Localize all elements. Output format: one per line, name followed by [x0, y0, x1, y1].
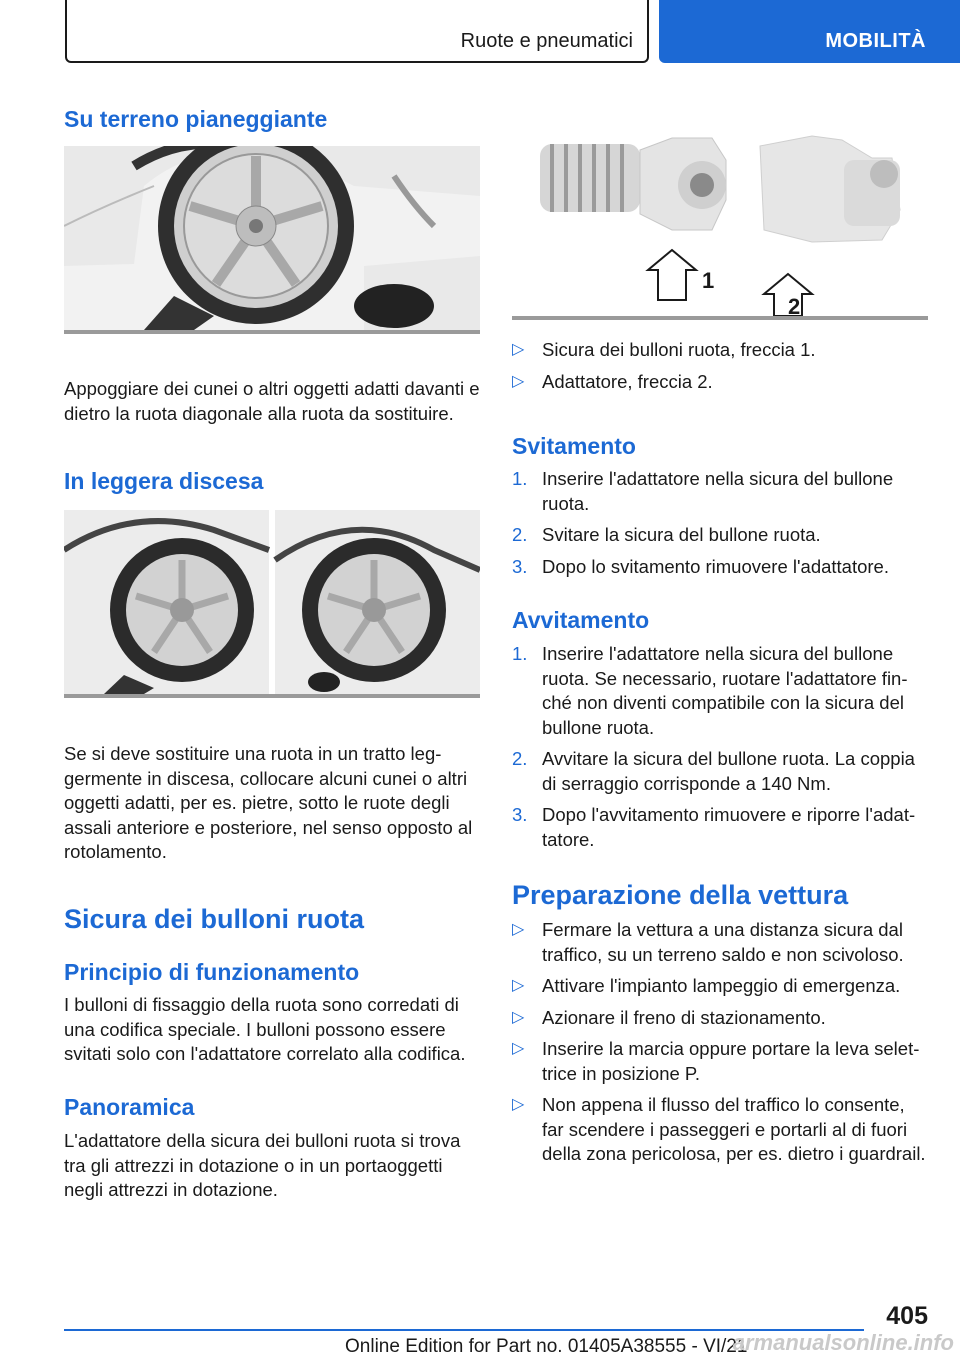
step-item: 2. Avvitare la sicura del bullone ruota. La coppia di serraggio corrisponde a 140 Nm.	[512, 748, 915, 794]
legend-item: ▷ Adattatore, freccia 2.	[512, 370, 928, 395]
step-item: 1. Inserire l'adattatore nella sicura del bullone ruota.	[512, 468, 894, 514]
triangle-bullet-icon: ▷	[512, 977, 525, 994]
header-section-tab	[659, 0, 960, 63]
screw-steps	[512, 642, 928, 852]
adapter	[760, 136, 900, 242]
legend-item: ▷ Sicura dei bulloni ruota, freccia 1.	[512, 338, 928, 363]
prep-item: ▷ Inserire la marcia oppure portare la leva selettrice in posizione P.	[512, 1038, 920, 1084]
prep-item: ▷ Fermare la vettura a una distanza sicura dal traffico, su un terreno saldo e non scivoloso.	[512, 919, 904, 965]
lock-bolt	[540, 138, 726, 230]
step-item: 3. Dopo l'avvitamento rimuovere e riporre l'adattatore.	[512, 804, 916, 850]
figure-legend	[512, 338, 928, 394]
bolt-adapter-illustration	[512, 130, 928, 316]
unscrew-heading: Svitamento	[512, 433, 636, 459]
unscrew-steps	[512, 467, 928, 579]
wheel-lock-heading: Sicura dei bulloni ruota	[64, 904, 365, 934]
watermark: armanualsonline.info	[732, 1330, 954, 1355]
wheel-jack-figure	[64, 146, 480, 334]
flat-ground-text: Appoggiare dei cunei o altri oggetti adatti davanti e dietro la ruota diagonale alla ruota da sostituire.	[64, 378, 480, 424]
slope-text: Se si deve sostituire una ruota in un tratto leggermente in discesa, collocare alcuni cunei o altri oggetti adatti, per es. pietre, sotto le ruote degli assali anteriore e posteriore, nel senso opposto al rotolamento.	[64, 743, 473, 862]
section-title: MOBILITÀ	[825, 30, 926, 52]
triangle-bullet-icon: ▷	[512, 1096, 525, 1113]
slope-wheels-figure	[64, 510, 480, 698]
prep-items	[512, 918, 928, 1167]
edition-text: Online Edition for Part no. 01405A38555 - VI/21	[345, 1336, 748, 1357]
screw-heading: Avvitamento	[512, 607, 650, 633]
overview-heading: Panoramica	[64, 1094, 195, 1120]
triangle-bullet-icon: ▷	[512, 372, 525, 390]
prep-item: ▷ Azionare il freno di stazionamento.	[512, 1006, 928, 1031]
overview-text: L'adattatore della sicura dei bulloni ruota si trova tra gli attrezzi in dotazione o in un portaoggetti negli attrezzi in dotazione.	[64, 1130, 461, 1200]
arrow-1-label: 1	[702, 268, 715, 293]
wheel-jack-illustration	[64, 146, 480, 330]
step-item: 2. Svitare la sicura del bullone ruota.	[512, 524, 821, 545]
triangle-bullet-icon: ▷	[512, 1008, 525, 1026]
prep-item: ▷ Attivare l'impianto lampeggio di emergenza.	[512, 974, 928, 999]
slope-wheels-illustration	[64, 510, 480, 694]
page-number: 405	[886, 1302, 928, 1330]
slope-heading: In leggera discesa	[64, 468, 264, 494]
flat-ground-heading: Su terreno pianeggiante	[64, 106, 328, 132]
arrow-1-icon	[648, 250, 696, 300]
prep-heading: Preparazione della vettura	[512, 880, 849, 910]
arrow-2-label: 2	[788, 294, 801, 316]
triangle-bullet-icon: ▷	[512, 1040, 525, 1057]
step-item: 1. Inserire l'adattatore nella sicura del bullone ruota. Se necessario, ruotare l'adattatore finché non diventi compatibile con la sicura del bullone ruota.	[512, 643, 908, 738]
principle-text: I bulloni di fissaggio della ruota sono corredati di una codifica speciale. I bulloni possono essere svitati solo con l'adattatore correlato alla codifica.	[64, 994, 466, 1064]
principle-heading: Principio di funzionamento	[64, 959, 360, 985]
prep-item: ▷ Non appena il flusso del traffico lo consente, far scendere i passeggeri e portarli al di fuori della zona pericolosa, per es. dietro i guardrail.	[512, 1094, 926, 1164]
bolt-adapter-figure	[512, 130, 928, 320]
triangle-bullet-icon: ▷	[512, 921, 525, 938]
step-item: 3. Dopo lo svitamento rimuovere l'adattatore.	[512, 555, 889, 577]
chapter-title: Ruote e pneumatici	[460, 30, 633, 52]
triangle-bullet-icon: ▷	[512, 341, 525, 358]
header-chapter-box	[65, 0, 649, 63]
